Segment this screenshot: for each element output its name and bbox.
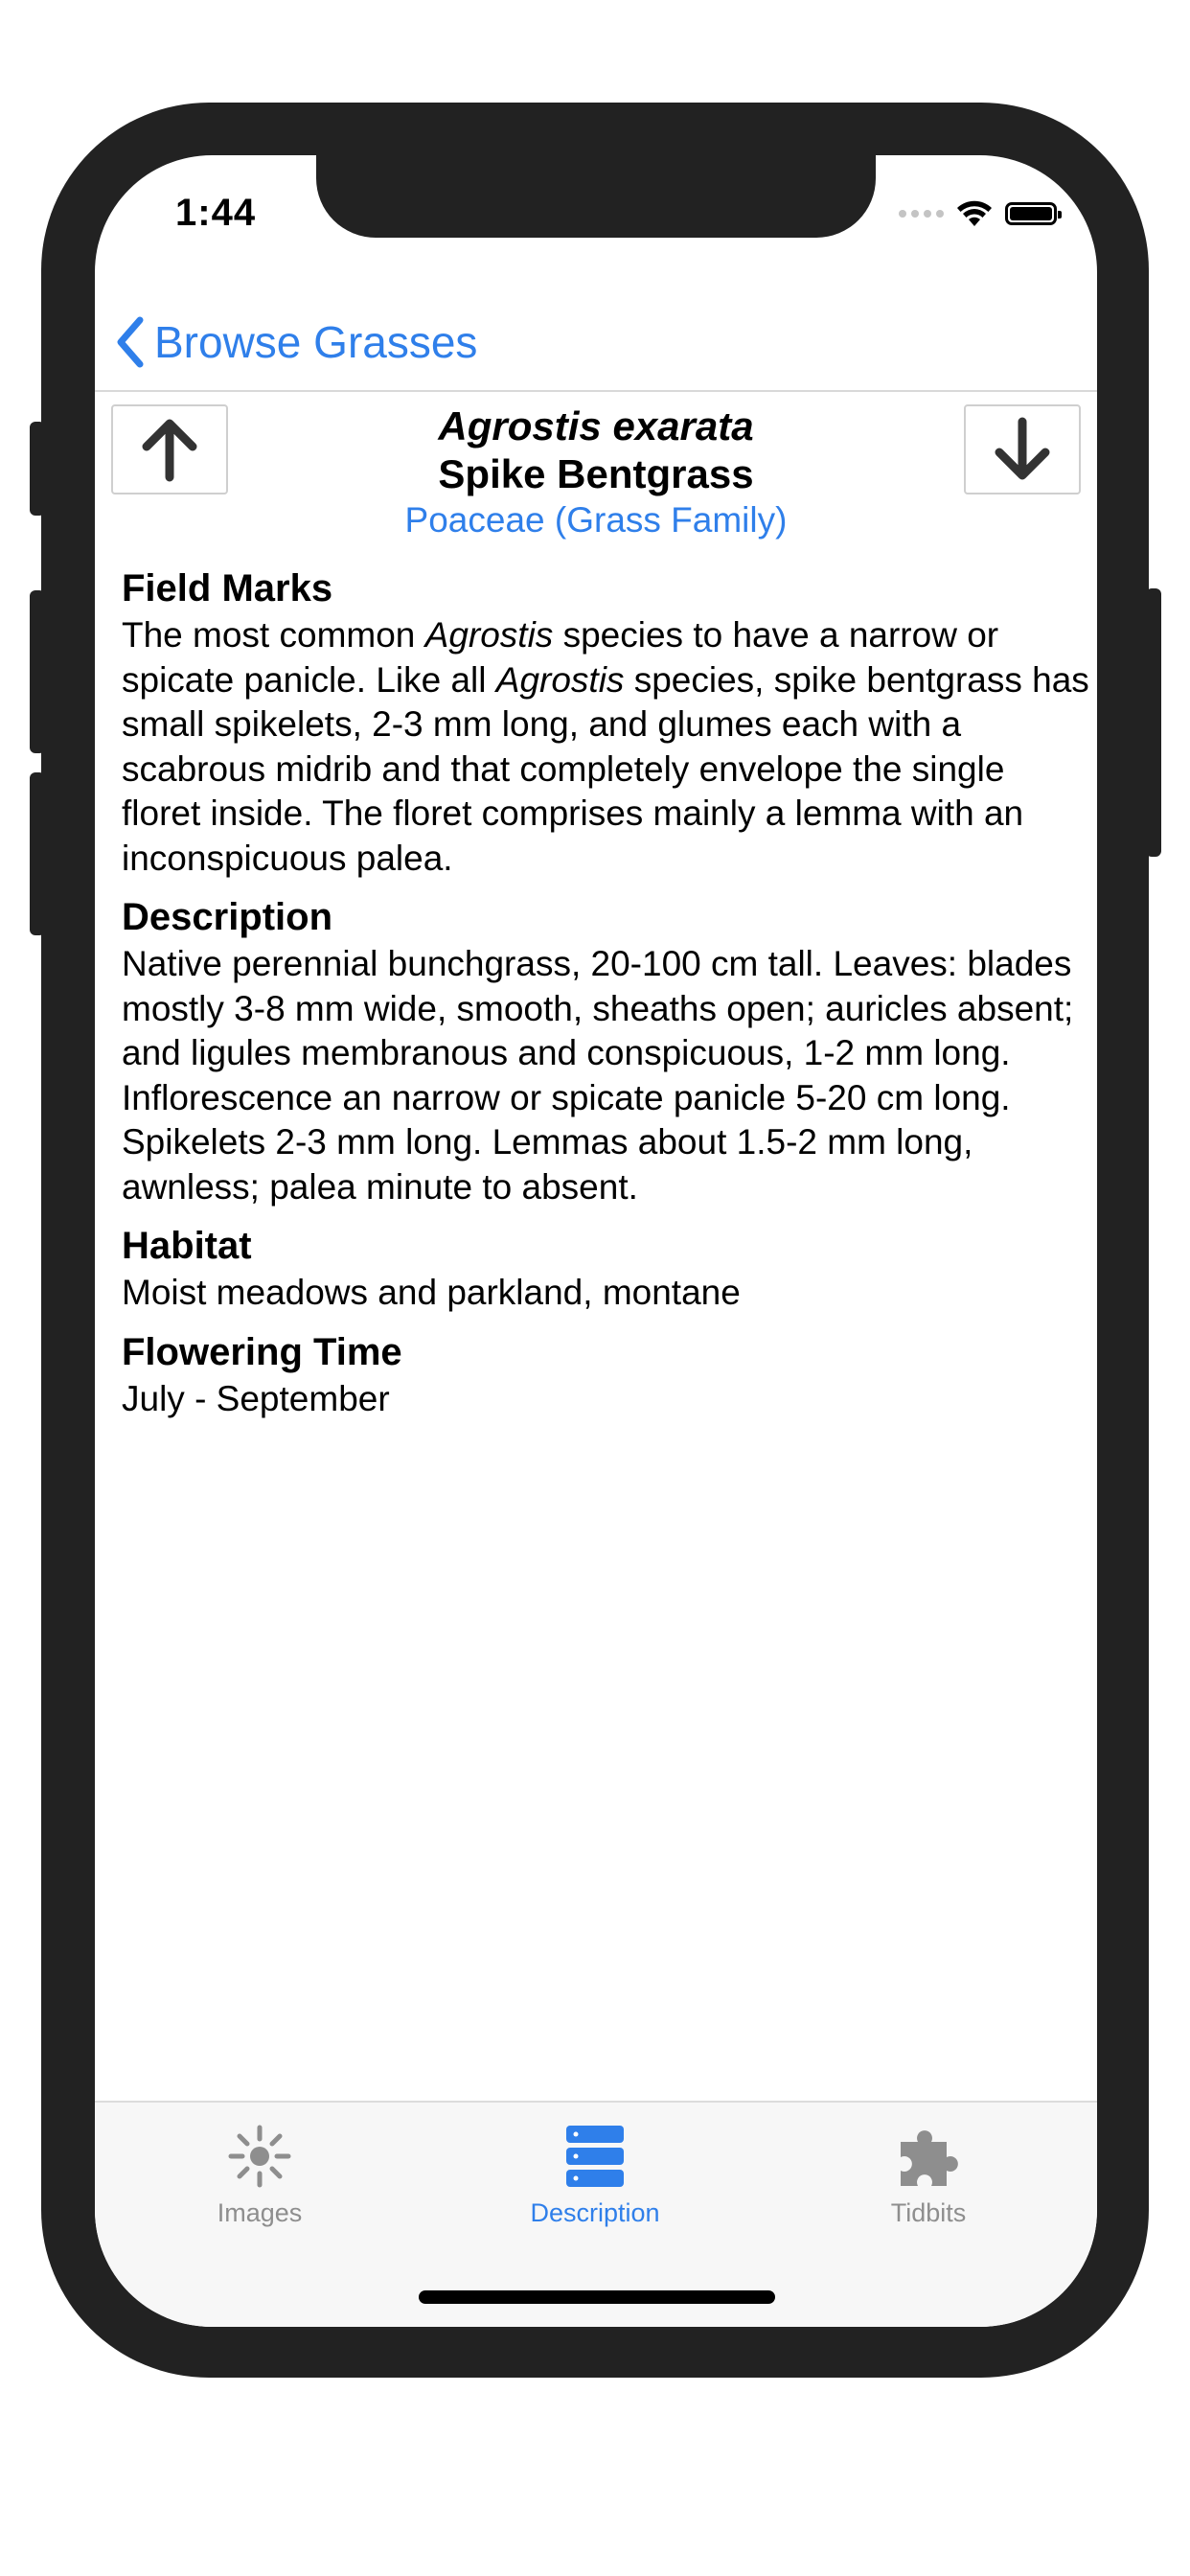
field-marks-text: The most common Agrostis species to have a narrow or spicate panicle. Like all Agrostis species, spike bentgrass has small spikelets, 2-3 mm long, and glumes each with a scabrous midrib and that completely envelope the single floret inside. The floret comprises mainly a lemma with an inconspicuous palea.	[122, 615, 1089, 878]
home-indicator[interactable]	[419, 2290, 775, 2304]
habitat-text: Moist meadows and parkland, montane	[122, 1273, 741, 1312]
species-content	[122, 565, 1091, 1435]
tab-images-label: Images	[217, 2198, 303, 2227]
tab-tidbits[interactable]	[823, 2122, 1034, 2228]
tab-description-label: Description	[530, 2198, 660, 2227]
status-time: 1:44	[175, 192, 257, 234]
species-header	[95, 402, 1097, 542]
puzzle-piece-icon	[895, 2123, 962, 2190]
cellular-signal-icon	[899, 210, 944, 218]
status-indicators	[899, 199, 1057, 228]
tab-tidbits-label: Tidbits	[890, 2198, 967, 2227]
habitat-heading: Habitat	[122, 1225, 252, 1267]
tab-description[interactable]	[490, 2122, 700, 2228]
description-text: Native perennial bunchgrass, 20-100 cm tall. Leaves: blades mostly 3-8 mm wide, smooth, sheaths open; auricles absent; and ligules membranous and conspicuous, 1-2 mm long. Inflorescence an narrow or spicate panicle 5-20 cm long. Spikelets 2-3 mm long. Lemmas about 1.5-2 mm long, awnless; palea minute to absent.	[122, 944, 1074, 1207]
notch	[316, 155, 876, 238]
flowering-time-text: July - September	[122, 1378, 390, 1418]
scientific-name: Agrostis exarata	[438, 403, 754, 448]
sun-burst-icon	[227, 2124, 292, 2189]
stacked-list-icon	[564, 2124, 626, 2189]
family-link[interactable]: Poaceae (Grass Family)	[404, 500, 788, 540]
chevron-left-icon	[116, 316, 145, 368]
battery-icon	[1005, 202, 1057, 225]
field-marks-heading: Field Marks	[122, 567, 333, 610]
tab-images[interactable]	[154, 2122, 365, 2228]
flowering-time-heading: Flowering Time	[122, 1330, 402, 1373]
phone-screen	[95, 155, 1097, 2327]
wifi-icon	[955, 199, 994, 228]
back-button-label: Browse Grasses	[154, 317, 478, 367]
common-name: Spike Bentgrass	[438, 451, 754, 496]
back-button[interactable]	[116, 316, 477, 368]
description-heading: Description	[122, 896, 333, 938]
